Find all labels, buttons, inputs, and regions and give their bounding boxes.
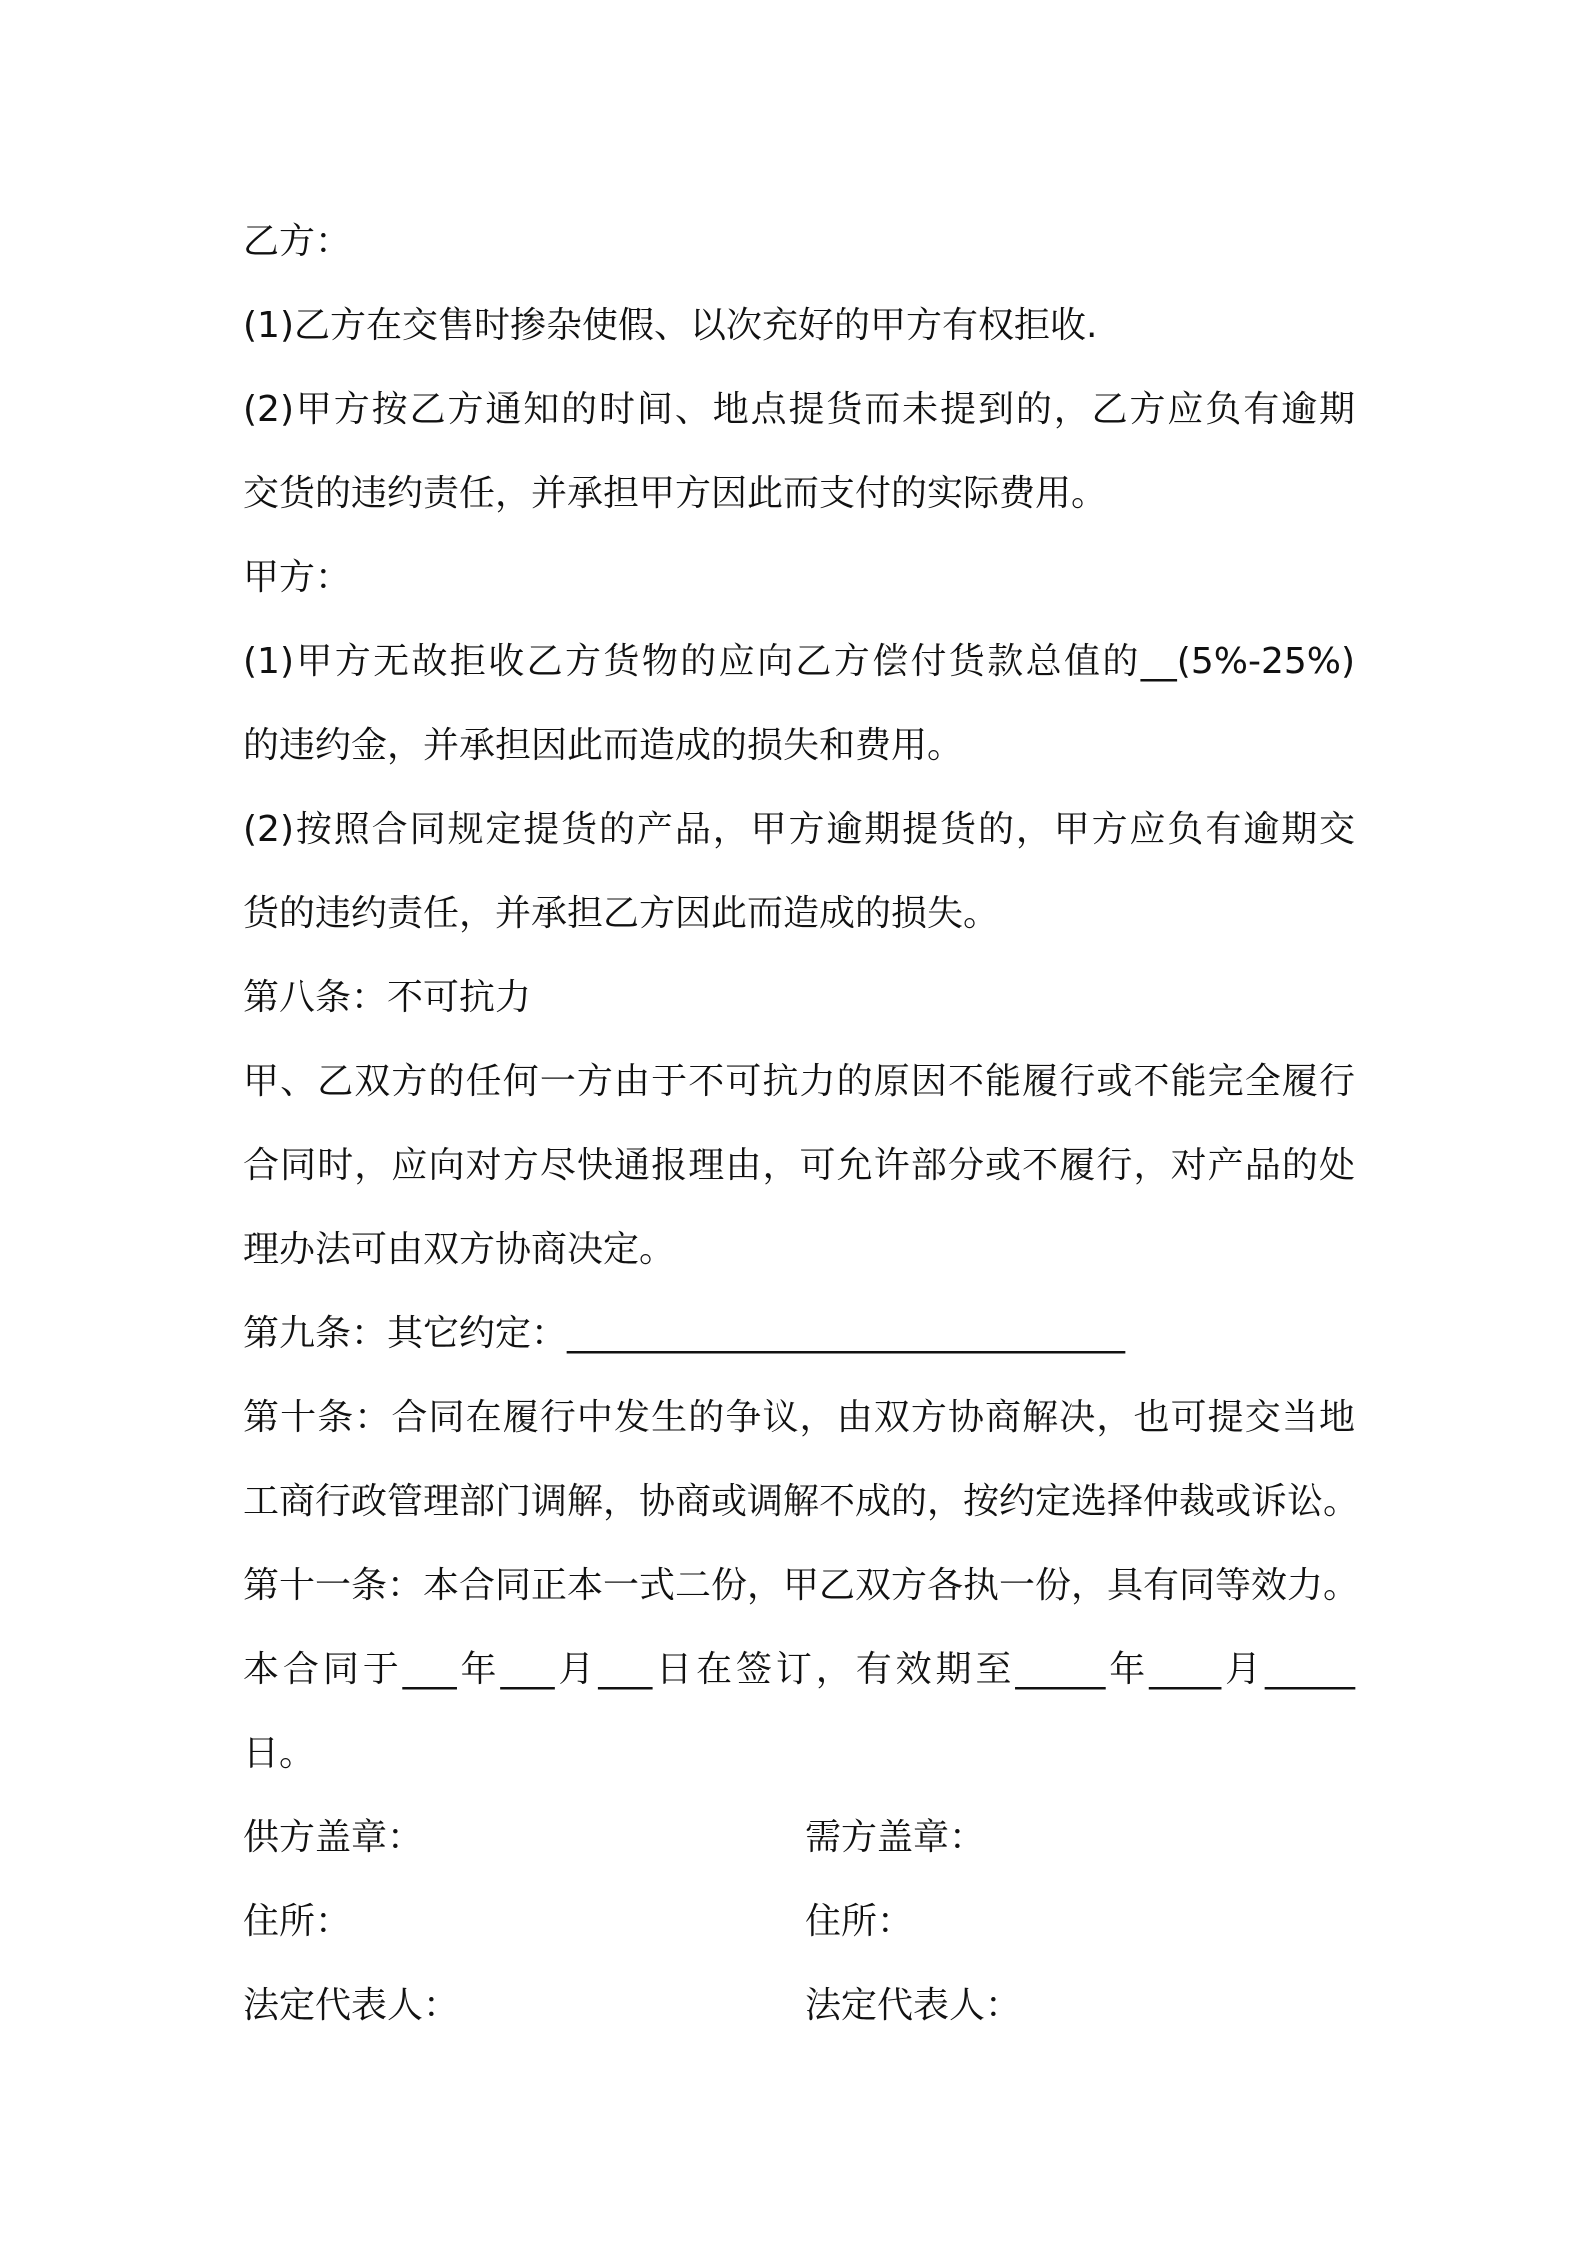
clause-party-b-1: (1)乙方在交售时掺杂使假、以次充好的甲方有权拒收. — [243, 305, 1098, 346]
contract-date-line1: 本合同于___年___月___日在签订，有效期至_____年____月_____ — [243, 1649, 1355, 1690]
article-9: 第九条：其它约定：_______________________________ — [243, 1313, 1126, 1354]
supplier-rep-label: 法定代表人： — [243, 1985, 460, 2026]
article-8-line2: 合同时，应向对方尽快通报理由，可允许部分或不履行，对产品的处 — [243, 1145, 1355, 1186]
clause-party-a-1-line1: (1)甲方无故拒收乙方货物的应向乙方偿付货款总值的__(5%-25%) — [243, 641, 1355, 682]
article-11: 第十一条：本合同正本一式二份，甲乙双方各执一份，具有同等效力。 — [243, 1565, 1360, 1606]
contract-page — [243, 200, 1360, 2048]
heading-party-b: 乙方： — [243, 221, 352, 262]
clause-party-a-2-line1: (2)按照合同规定提货的产品，甲方逾期提货的，甲方应负有逾期交 — [243, 809, 1355, 850]
buyer-address-label: 住所： — [805, 1901, 914, 1942]
clause-party-b-2-line2: 交货的违约责任，并承担甲方因此而支付的实际费用。 — [243, 473, 1108, 514]
contract-date-line2: 日。 — [243, 1733, 316, 1774]
signature-row-seal — [243, 1796, 1355, 1880]
article-10-line2: 工商行政管理部门调解，协商或调解不成的，按约定选择仲裁或诉讼。 — [243, 1481, 1360, 1522]
clause-party-a-1-line2: 的违约金，并承担因此而造成的损失和费用。 — [243, 725, 964, 766]
signature-row-address — [243, 1880, 1355, 1964]
article-8-line1: 甲、乙双方的任何一方由于不可抗力的原因不能履行或不能完全履行 — [243, 1061, 1355, 1102]
signature-row-representative — [243, 1964, 1355, 2048]
buyer-rep-label: 法定代表人： — [805, 1985, 1022, 2026]
clause-party-b-2-line1: (2)甲方按乙方通知的时间、地点提货而未提到的，乙方应负有逾期 — [243, 389, 1355, 430]
article-10-line1: 第十条：合同在履行中发生的争议，由双方协商解决，也可提交当地 — [243, 1397, 1355, 1438]
heading-party-a: 甲方： — [243, 557, 352, 598]
clause-party-a-2-line2: 货的违约责任，并承担乙方因此而造成的损失。 — [243, 893, 1000, 934]
supplier-seal-label: 供方盖章： — [243, 1817, 424, 1858]
supplier-address-label: 住所： — [243, 1901, 352, 1942]
article-8-line3: 理办法可由双方协商决定。 — [243, 1229, 676, 1270]
buyer-seal-label: 需方盖章： — [805, 1817, 986, 1858]
article-8-title: 第八条：不可抗力 — [243, 977, 532, 1018]
